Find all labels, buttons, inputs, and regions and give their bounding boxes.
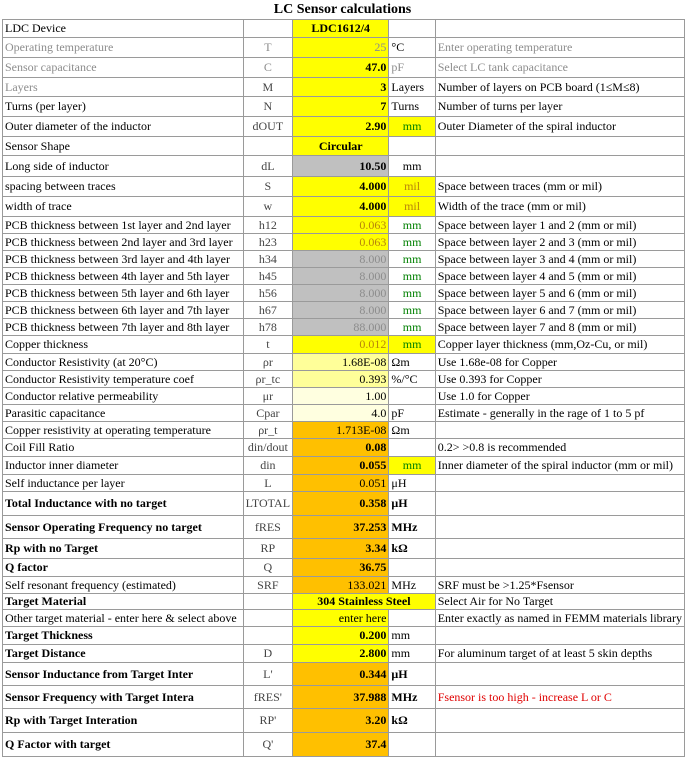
- material-select[interactable]: 304 Stainless Steel: [293, 594, 436, 610]
- rp-no-target-value: 3.34: [293, 539, 389, 559]
- row-note: Copper layer thickness (mm,Oz-Cu, or mil): [435, 336, 684, 354]
- self-inductance-value: 0.051: [293, 475, 389, 492]
- row-symbol: h67: [243, 302, 292, 319]
- row-label: Coil Fill Ratio: [3, 439, 244, 457]
- row-layers: [3, 78, 685, 97]
- temperature-input[interactable]: 25: [293, 38, 389, 58]
- row-trace-spacing: [3, 177, 685, 197]
- row-note: [435, 137, 684, 156]
- row-label: Conductor Resistivity temperature coef: [3, 371, 244, 388]
- row-unit: [389, 610, 435, 627]
- row-unit: %/°C: [389, 371, 435, 388]
- turns-input[interactable]: 7: [293, 97, 389, 117]
- row-srf: [3, 577, 685, 594]
- row-coil-fill-ratio: [3, 439, 685, 457]
- row-note: [435, 627, 684, 645]
- row-note: Inner diameter of the spiral inductor (mm or mil): [435, 457, 684, 475]
- row-label: Parasitic capacitance: [3, 405, 244, 422]
- permeability-input[interactable]: 1.00: [293, 388, 389, 405]
- row-symbol: L': [243, 663, 292, 686]
- row-symbol: LTOTAL: [243, 492, 292, 516]
- row-h34: [3, 251, 685, 268]
- row-label: Other target material - enter here & select above: [3, 610, 244, 627]
- frequency-with-target-value: 37.988: [293, 686, 389, 709]
- row-h45: [3, 268, 685, 285]
- row-label: PCB thickness between 7th layer and 8th layer: [3, 319, 244, 336]
- row-label: Rp with Target Interation: [3, 709, 244, 733]
- row-note: Space between layer 7 and 8 (mm or mil): [435, 319, 684, 336]
- device-select[interactable]: LDC1612/4: [293, 20, 389, 38]
- frequency-no-target-value: 37.253: [293, 516, 389, 539]
- row-symbol: h45: [243, 268, 292, 285]
- unit-select[interactable]: mm: [389, 117, 435, 137]
- row-h23: [3, 234, 685, 251]
- long-side-value: 10.50: [293, 156, 389, 177]
- row-note: [435, 709, 684, 733]
- row-label: Inductor inner diameter: [3, 457, 244, 475]
- h56-input[interactable]: 8.000: [293, 285, 389, 302]
- row-operating-temperature: [3, 38, 685, 58]
- row-label: Turns (per layer): [3, 97, 244, 117]
- row-note: [435, 516, 684, 539]
- row-h56: [3, 285, 685, 302]
- row-note: Space between layer 1 and 2 (mm or mil): [435, 217, 684, 234]
- row-note: Number of turns per layer: [435, 97, 684, 117]
- row-unit: °C: [389, 38, 435, 58]
- row-symbol: [243, 594, 292, 610]
- h12-input[interactable]: 0.063: [293, 217, 389, 234]
- row-ldc-device: [3, 20, 685, 38]
- row-unit: mm: [389, 627, 435, 645]
- row-note: Use 0.393 for Copper: [435, 371, 684, 388]
- row-symbol: fRES': [243, 686, 292, 709]
- row-symbol: S: [243, 177, 292, 197]
- h23-input[interactable]: 0.063: [293, 234, 389, 251]
- row-symbol: Q: [243, 559, 292, 577]
- row-unit: mm: [389, 156, 435, 177]
- row-unit: mm: [389, 302, 435, 319]
- row-rp-with-target: [3, 709, 685, 733]
- row-unit: mm: [389, 234, 435, 251]
- srf-value: 133.021: [293, 577, 389, 594]
- row-label: Sensor capacitance: [3, 58, 244, 78]
- row-note: Space between layer 4 and 5 (mm or mil): [435, 268, 684, 285]
- row-trace-width: [3, 197, 685, 217]
- row-note: Enter exactly as named in FEMM materials library: [435, 610, 684, 627]
- row-unit: mm: [389, 319, 435, 336]
- row-unit: [389, 20, 435, 38]
- q-with-target-value: 37.4: [293, 733, 389, 757]
- row-note: Select Air for No Target: [435, 594, 684, 610]
- row-unit: mm: [389, 268, 435, 285]
- inductance-with-target-value: 0.344: [293, 663, 389, 686]
- row-symbol: h12: [243, 217, 292, 234]
- calculation-table: [2, 19, 685, 757]
- row-label: Target Thickness: [3, 627, 244, 645]
- row-symbol: [243, 137, 292, 156]
- row-symbol: h23: [243, 234, 292, 251]
- row-note: Space between layer 2 and 3 (mm or mil): [435, 234, 684, 251]
- row-symbol: h78: [243, 319, 292, 336]
- total-inductance-value: 0.358: [293, 492, 389, 516]
- row-inner-diameter: [3, 457, 685, 475]
- row-symbol: din/dout: [243, 439, 292, 457]
- row-symbol: L: [243, 475, 292, 492]
- row-label: Self inductance per layer: [3, 475, 244, 492]
- row-label: Copper thickness: [3, 336, 244, 354]
- h78-input[interactable]: 88.000: [293, 319, 389, 336]
- row-rp-no-target: [3, 539, 685, 559]
- row-note: [435, 475, 684, 492]
- row-symbol: [243, 610, 292, 627]
- row-symbol: D: [243, 645, 292, 663]
- rp-with-target-value: 3.20: [293, 709, 389, 733]
- row-symbol: [243, 627, 292, 645]
- row-target-thickness: [3, 627, 685, 645]
- row-h67: [3, 302, 685, 319]
- row-note: Space between layer 6 and 7 (mm or mil): [435, 302, 684, 319]
- row-label: Q Factor with target: [3, 733, 244, 757]
- frequency-warning: Fsensor is too high - increase L or C: [435, 686, 684, 709]
- row-resistivity: [3, 354, 685, 371]
- row-label: Copper resistivity at operating temperature: [3, 422, 244, 439]
- row-label: Self resonant frequency (estimated): [3, 577, 244, 594]
- h34-input[interactable]: 8.000: [293, 251, 389, 268]
- row-note: For aluminum target of at least 5 skin depths: [435, 645, 684, 663]
- row-label: spacing between traces: [3, 177, 244, 197]
- row-symbol: Q': [243, 733, 292, 757]
- row-parasitic-capacitance: [3, 405, 685, 422]
- sheet-title: LC Sensor calculations: [273, 2, 412, 17]
- row-symbol: h34: [243, 251, 292, 268]
- row-unit: [389, 137, 435, 156]
- row-unit: mm: [389, 251, 435, 268]
- row-note: 0.2> >0.8 is recommended: [435, 439, 684, 457]
- row-note: [435, 492, 684, 516]
- row-label: Target Material: [3, 594, 244, 610]
- row-note: Space between layer 3 and 4 (mm or mil): [435, 251, 684, 268]
- row-note: [435, 559, 684, 577]
- row-copper-thickness: [3, 336, 685, 354]
- spacing-input[interactable]: 4.000: [293, 177, 389, 197]
- unit-select[interactable]: mil: [389, 197, 435, 217]
- target-thickness-input[interactable]: 0.200: [293, 627, 389, 645]
- row-label: Q factor: [3, 559, 244, 577]
- row-unit: MHz: [389, 686, 435, 709]
- row-note: Number of layers on PCB board (1≤M≤8): [435, 78, 684, 97]
- row-label: Rp with no Target: [3, 539, 244, 559]
- row-note: Space between traces (mm or mil): [435, 177, 684, 197]
- row-note: Use 1.68e-08 for Copper: [435, 354, 684, 371]
- unit-select[interactable]: mm: [389, 336, 435, 354]
- row-h78: [3, 319, 685, 336]
- row-note: SRF must be >1.25*Fsensor: [435, 577, 684, 594]
- row-unit: μH: [389, 492, 435, 516]
- row-unit: mm: [389, 645, 435, 663]
- row-label: Sensor Shape: [3, 137, 244, 156]
- row-label: width of trace: [3, 197, 244, 217]
- h45-input[interactable]: 8.000: [293, 268, 389, 285]
- row-unit: Ωm: [389, 422, 435, 439]
- row-symbol: ρr: [243, 354, 292, 371]
- row-unit: pF: [389, 58, 435, 78]
- row-outer-diameter: [3, 117, 685, 137]
- row-label: PCB thickness between 3rd layer and 4th layer: [3, 251, 244, 268]
- copper-thickness-input[interactable]: 0.012: [293, 336, 389, 354]
- row-frequency-with-target: [3, 686, 685, 709]
- row-note: Estimate - generally in the rage of 1 to 5 pf: [435, 405, 684, 422]
- row-frequency-no-target: [3, 516, 685, 539]
- row-label: PCB thickness between 4th layer and 5th layer: [3, 268, 244, 285]
- row-label: PCB thickness between 5th layer and 6th layer: [3, 285, 244, 302]
- row-unit: Ωm: [389, 354, 435, 371]
- row-note: [435, 156, 684, 177]
- row-inductance-with-target: [3, 663, 685, 686]
- row-label: Sensor Operating Frequency no target: [3, 516, 244, 539]
- row-note: Width of the trace (mm or mil): [435, 197, 684, 217]
- row-unit: [389, 559, 435, 577]
- row-symbol: [243, 20, 292, 38]
- row-unit: MHz: [389, 577, 435, 594]
- row-note: Select LC tank capacitance: [435, 58, 684, 78]
- row-unit: pF: [389, 405, 435, 422]
- row-unit: μH: [389, 663, 435, 686]
- row-symbol: T: [243, 38, 292, 58]
- row-label: Conductor Resistivity (at 20°C): [3, 354, 244, 371]
- capacitance-input[interactable]: 47.0: [293, 58, 389, 78]
- row-label: Sensor Frequency with Target Intera: [3, 686, 244, 709]
- row-symbol: ρr_t: [243, 422, 292, 439]
- row-sensor-capacitance: [3, 58, 685, 78]
- row-q-factor: [3, 559, 685, 577]
- width-input[interactable]: 4.000: [293, 197, 389, 217]
- row-resistivity-temp-coef: [3, 371, 685, 388]
- target-distance-input[interactable]: 2.800: [293, 645, 389, 663]
- row-label: PCB thickness between 6th layer and 7th layer: [3, 302, 244, 319]
- row-label: Long side of inductor: [3, 156, 244, 177]
- row-unit: μH: [389, 475, 435, 492]
- row-label: Layers: [3, 78, 244, 97]
- row-label: Target Distance: [3, 645, 244, 663]
- row-unit: kΩ: [389, 539, 435, 559]
- row-long-side: [3, 156, 685, 177]
- row-turns: [3, 97, 685, 117]
- row-target-material: [3, 594, 685, 610]
- row-sensor-shape: [3, 137, 685, 156]
- row-note: [435, 663, 684, 686]
- row-symbol: w: [243, 197, 292, 217]
- row-unit: MHz: [389, 516, 435, 539]
- row-label: Operating temperature: [3, 38, 244, 58]
- row-symbol: dL: [243, 156, 292, 177]
- shape-select[interactable]: Circular: [293, 137, 389, 156]
- row-label: Sensor Inductance from Target Inter: [3, 663, 244, 686]
- row-symbol: C: [243, 58, 292, 78]
- layers-input[interactable]: 3: [293, 78, 389, 97]
- row-label: Conductor relative permeability: [3, 388, 244, 405]
- outer-diameter-input[interactable]: 2.90: [293, 117, 389, 137]
- row-unit: Layers: [389, 78, 435, 97]
- row-note: Use 1.0 for Copper: [435, 388, 684, 405]
- row-symbol: μr: [243, 388, 292, 405]
- row-total-inductance: [3, 492, 685, 516]
- row-other-material: [3, 610, 685, 627]
- parasitic-input[interactable]: 4.0: [293, 405, 389, 422]
- row-label: PCB thickness between 1st layer and 2nd layer: [3, 217, 244, 234]
- row-note: Outer Diameter of the spiral inductor: [435, 117, 684, 137]
- row-label: Total Inductance with no target: [3, 492, 244, 516]
- resistivity-at-temp-value: 1.713E-08: [293, 422, 389, 439]
- row-note: [435, 20, 684, 38]
- resistivity-input[interactable]: 1.68E-08: [293, 354, 389, 371]
- row-h12: [3, 217, 685, 234]
- row-label: PCB thickness between 2nd layer and 3rd layer: [3, 234, 244, 251]
- row-target-distance: [3, 645, 685, 663]
- row-symbol: din: [243, 457, 292, 475]
- row-symbol: fRES: [243, 516, 292, 539]
- h67-input[interactable]: 8.000: [293, 302, 389, 319]
- row-symbol: SRF: [243, 577, 292, 594]
- row-self-inductance: [3, 475, 685, 492]
- row-note: Enter operating temperature: [435, 38, 684, 58]
- row-note: [435, 422, 684, 439]
- unit-select[interactable]: mil: [389, 177, 435, 197]
- temp-coef-input[interactable]: 0.393: [293, 371, 389, 388]
- row-resistivity-at-temp: [3, 422, 685, 439]
- row-symbol: ρr_tc: [243, 371, 292, 388]
- row-label: LDC Device: [3, 20, 244, 38]
- row-symbol: RP': [243, 709, 292, 733]
- row-symbol: M: [243, 78, 292, 97]
- row-label: Outer diameter of the inductor: [3, 117, 244, 137]
- row-symbol: t: [243, 336, 292, 354]
- q-factor-value: 36.75: [293, 559, 389, 577]
- row-symbol: h56: [243, 285, 292, 302]
- row-note: Space between layer 5 and 6 (mm or mil): [435, 285, 684, 302]
- row-note: [435, 539, 684, 559]
- row-unit: mm: [389, 217, 435, 234]
- row-symbol: N: [243, 97, 292, 117]
- other-material-input[interactable]: enter here: [293, 610, 389, 627]
- row-unit: mm: [389, 285, 435, 302]
- row-symbol: RP: [243, 539, 292, 559]
- row-symbol: Cpar: [243, 405, 292, 422]
- row-permeability: [3, 388, 685, 405]
- fill-ratio-value: 0.08: [293, 439, 389, 457]
- row-unit: [389, 439, 435, 457]
- row-unit: [389, 388, 435, 405]
- inner-diameter-value: 0.055: [293, 457, 389, 475]
- row-unit: Turns: [389, 97, 435, 117]
- row-unit: kΩ: [389, 709, 435, 733]
- row-symbol: dOUT: [243, 117, 292, 137]
- unit-select[interactable]: mm: [389, 457, 435, 475]
